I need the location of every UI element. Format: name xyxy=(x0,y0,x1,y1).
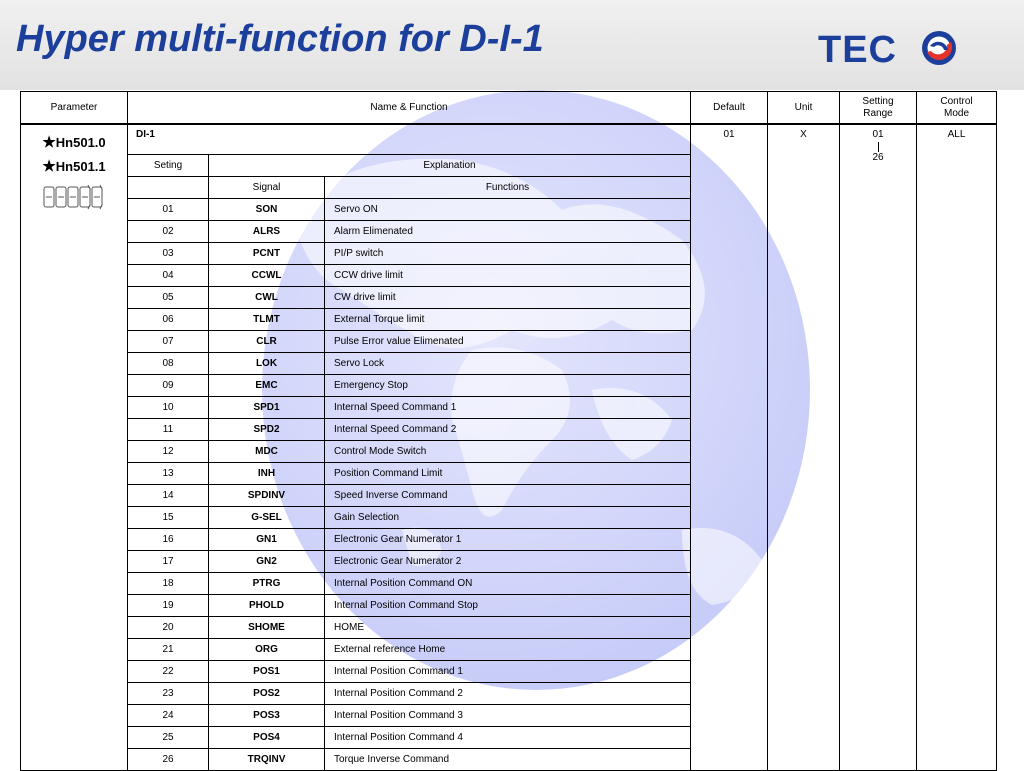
sub-header-explanation: Explanation xyxy=(209,155,691,177)
signal-name: PHOLD xyxy=(209,595,325,617)
function-description: Alarm Elimenated xyxy=(325,221,691,243)
function-description: Servo ON xyxy=(325,199,691,221)
function-description: Internal Position Command 2 xyxy=(325,683,691,705)
setting-range-min: 01 xyxy=(872,129,884,140)
header-control-mode-line1: Control xyxy=(940,95,973,107)
setting-code: 12 xyxy=(128,441,209,463)
signal-name: ALRS xyxy=(209,221,325,243)
setting-code: 22 xyxy=(128,661,209,683)
setting-code: 11 xyxy=(128,419,209,441)
header-control-mode xyxy=(917,92,997,125)
table-row-name xyxy=(21,124,997,155)
setting-code: 08 xyxy=(128,353,209,375)
sub-header-signal: Signal xyxy=(209,177,325,199)
setting-code: 16 xyxy=(128,529,209,551)
signal-name: POS2 xyxy=(209,683,325,705)
function-description: External reference Home xyxy=(325,639,691,661)
function-description: Internal Position Command ON xyxy=(325,573,691,595)
signal-name: INH xyxy=(209,463,325,485)
setting-code: 09 xyxy=(128,375,209,397)
star-icon: ★ xyxy=(42,158,56,175)
header-name-function: Name & Function xyxy=(128,92,691,125)
control-mode-value: ALL xyxy=(917,124,997,771)
function-description: Emergency Stop xyxy=(325,375,691,397)
setting-code: 13 xyxy=(128,463,209,485)
setting-code: 18 xyxy=(128,573,209,595)
parameter-id-2 xyxy=(24,155,124,179)
function-description: Internal Position Command Stop xyxy=(325,595,691,617)
function-description: CW drive limit xyxy=(325,287,691,309)
function-description: Electronic Gear Numerator 1 xyxy=(325,529,691,551)
parameter-id-2-text: Hn501.1 xyxy=(55,159,106,174)
signal-name: G-SEL xyxy=(209,507,325,529)
signal-name: SON xyxy=(209,199,325,221)
parameter-name: DI-1 xyxy=(128,124,691,155)
signal-name: SPD2 xyxy=(209,419,325,441)
parameter-id-1-text: Hn501.0 xyxy=(55,135,106,150)
signal-name: EMC xyxy=(209,375,325,397)
setting-code: 02 xyxy=(128,221,209,243)
slide-header xyxy=(0,0,1024,90)
function-description: Gain Selection xyxy=(325,507,691,529)
setting-code: 26 xyxy=(128,749,209,771)
header-setting-range xyxy=(840,92,917,125)
signal-name: CCWL xyxy=(209,265,325,287)
function-description: External Torque limit xyxy=(325,309,691,331)
signal-name: CWL xyxy=(209,287,325,309)
function-description: CCW drive limit xyxy=(325,265,691,287)
signal-name: PTRG xyxy=(209,573,325,595)
setting-code: 07 xyxy=(128,331,209,353)
setting-code: 05 xyxy=(128,287,209,309)
signal-name: GN2 xyxy=(209,551,325,573)
signal-name: TRQINV xyxy=(209,749,325,771)
range-divider xyxy=(878,142,879,152)
setting-code: 03 xyxy=(128,243,209,265)
teco-logo-text: TEC xyxy=(818,29,897,69)
function-description: Servo Lock xyxy=(325,353,691,375)
signal-name: CLR xyxy=(209,331,325,353)
signal-name: TLMT xyxy=(209,309,325,331)
signal-name: SHOME xyxy=(209,617,325,639)
table-header-row xyxy=(21,92,997,125)
header-default: Default xyxy=(691,92,768,125)
seven-segment-display-icon xyxy=(43,185,105,211)
star-icon: ★ xyxy=(42,134,56,151)
function-description: PI/P switch xyxy=(325,243,691,265)
setting-code: 15 xyxy=(128,507,209,529)
signal-name: POS3 xyxy=(209,705,325,727)
signal-name: ORG xyxy=(209,639,325,661)
teco-logo xyxy=(818,27,960,69)
setting-range-cell xyxy=(840,124,917,771)
header-setting-range-line2: Range xyxy=(863,107,893,119)
function-description: Internal Position Command 4 xyxy=(325,727,691,749)
setting-code: 19 xyxy=(128,595,209,617)
sub-header-functions: Functions xyxy=(325,177,691,199)
signal-name: POS1 xyxy=(209,661,325,683)
function-description: Pulse Error value Elimenated xyxy=(325,331,691,353)
setting-code: 20 xyxy=(128,617,209,639)
unit-value: X xyxy=(768,124,840,771)
parameter-table xyxy=(20,91,997,771)
setting-code: 01 xyxy=(128,199,209,221)
signal-name: POS4 xyxy=(209,727,325,749)
setting-code: 24 xyxy=(128,705,209,727)
function-description: Internal Position Command 1 xyxy=(325,661,691,683)
function-description: Electronic Gear Numerator 2 xyxy=(325,551,691,573)
function-description: Torque Inverse Command xyxy=(325,749,691,771)
parameter-cell xyxy=(21,124,128,771)
signal-name: SPDINV xyxy=(209,485,325,507)
function-description: Internal Position Command 3 xyxy=(325,705,691,727)
signal-name: LOK xyxy=(209,353,325,375)
setting-code: 10 xyxy=(128,397,209,419)
function-description: Speed Inverse Command xyxy=(325,485,691,507)
header-parameter: Parameter xyxy=(21,92,128,125)
header-unit: Unit xyxy=(768,92,840,125)
header-control-mode-line2: Mode xyxy=(943,107,969,119)
parameter-id-1 xyxy=(24,131,124,155)
setting-code: 14 xyxy=(128,485,209,507)
signal-name: GN1 xyxy=(209,529,325,551)
setting-code: 06 xyxy=(128,309,209,331)
setting-code: 23 xyxy=(128,683,209,705)
signal-name: SPD1 xyxy=(209,397,325,419)
signal-name: MDC xyxy=(209,441,325,463)
page-title: Hyper multi-function for D-I-1 xyxy=(16,18,544,60)
header-setting-range-line1: Setting xyxy=(862,95,894,107)
setting-code: 17 xyxy=(128,551,209,573)
default-value: 01 xyxy=(691,124,768,771)
function-description: HOME xyxy=(325,617,691,639)
function-description: Internal Speed Command 2 xyxy=(325,419,691,441)
function-description: Internal Speed Command 1 xyxy=(325,397,691,419)
function-description: Control Mode Switch xyxy=(325,441,691,463)
parameter-table-container xyxy=(20,91,997,771)
sub-header-seting: Seting xyxy=(128,155,209,177)
function-description: Position Command Limit xyxy=(325,463,691,485)
sub-header-empty xyxy=(128,177,209,199)
setting-code: 21 xyxy=(128,639,209,661)
setting-range-max: 26 xyxy=(872,152,884,163)
signal-name: PCNT xyxy=(209,243,325,265)
setting-code: 04 xyxy=(128,265,209,287)
setting-code: 25 xyxy=(128,727,209,749)
